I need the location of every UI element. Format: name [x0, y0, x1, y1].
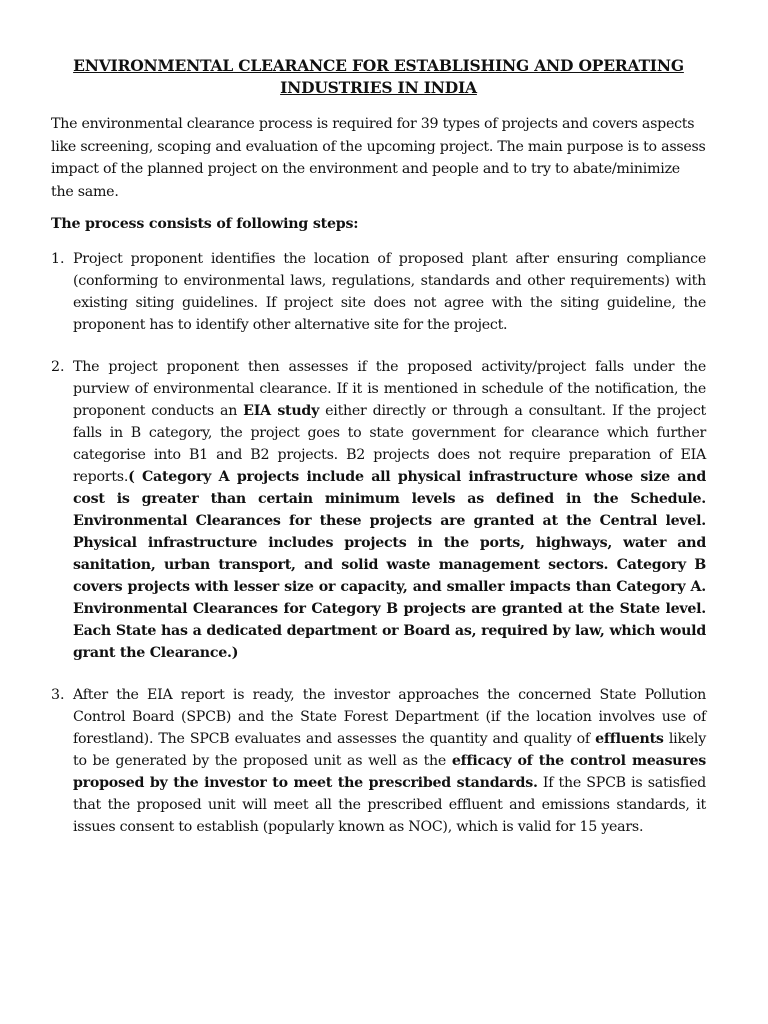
- step-text-part: either directly or through a consultant. If the project falls in B category, the project goes to state government for clearance which further categorise into B1 and B2 projects. B2 projects does not require preparation of EIA reports.: [73, 403, 706, 485]
- step-text-part: If the SPCB is satisfied that the proposed unit will meet all the prescribed effluent and emissions standards, it issues consent to establish (popularly known as NOC), which is valid for 15 years.: [73, 775, 707, 835]
- intro-paragraph: The environmental clearance process is required for 39 types of projects and covers aspects like screening, scoping and evaluation of the upcoming project. The main purpose is to assess impact of the planned project on the environment and people and to try to abate/minimize the same.: [51, 116, 706, 200]
- step-text-bold: effluents: [595, 731, 664, 747]
- step-item-3: [51, 684, 706, 838]
- document-page: [51, 55, 706, 858]
- step-item-1: [51, 248, 706, 336]
- step-item-2: [51, 356, 706, 664]
- step-text: [73, 356, 706, 664]
- document-title: ENVIRONMENTAL CLEARANCE FOR ESTABLISHING AND OPERATING INDUSTRIES IN INDIA: [73, 56, 684, 97]
- step-number: 3.: [51, 687, 65, 703]
- step-number: 2.: [51, 359, 65, 375]
- step-text-bold: ( Category A projects include all physical infrastructure whose size and cost is greater than certain minimum levels as defined in the Schedule. Environmental Clearances for these projects are granted at the Central level. Physical infrastructure includes projects in the ports, highways, water and sanitation, urban transport, and solid waste management sectors. Category B covers projects with lesser size or capacity, and smaller impacts than Category A. Environmental Clearances for Category B projects are granted at the State level. Each State has a dedicated department or Board as, required by law, which would grant the Clearance.): [73, 469, 706, 661]
- step-text-bold: efficacy of the control measures proposed by the investor to meet the prescribed standards.: [73, 753, 706, 791]
- step-text-part: The project proponent then assesses if the proposed activity/project falls under the purview of environmental clearance. If it is mentioned in schedule of the notification, the proponent conducts an: [73, 359, 706, 419]
- step-text: Project proponent identifies the location of proposed plant after ensuring compliance (conforming to environmental laws, regulations, standards and other requirements) with existing siting guidelines. If project site does not agree with the siting guideline, the proponent has to identify other alternative site for the project.: [73, 251, 706, 333]
- step-text-part: After the EIA report is ready, the investor approaches the concerned State Pollution Control Board (SPCB) and the State Forest Department (if the location involves use of forestland). The SPCB evaluates and assesses the quantity and quality of: [73, 687, 706, 747]
- step-text-part: likely to be generated by the proposed unit as well as the: [73, 731, 706, 769]
- step-number: 1.: [51, 251, 65, 267]
- steps-heading: The process consists of following steps:: [51, 216, 359, 232]
- step-text-bold: EIA study: [243, 403, 320, 419]
- steps-list: [51, 248, 706, 838]
- step-text: [73, 684, 706, 838]
